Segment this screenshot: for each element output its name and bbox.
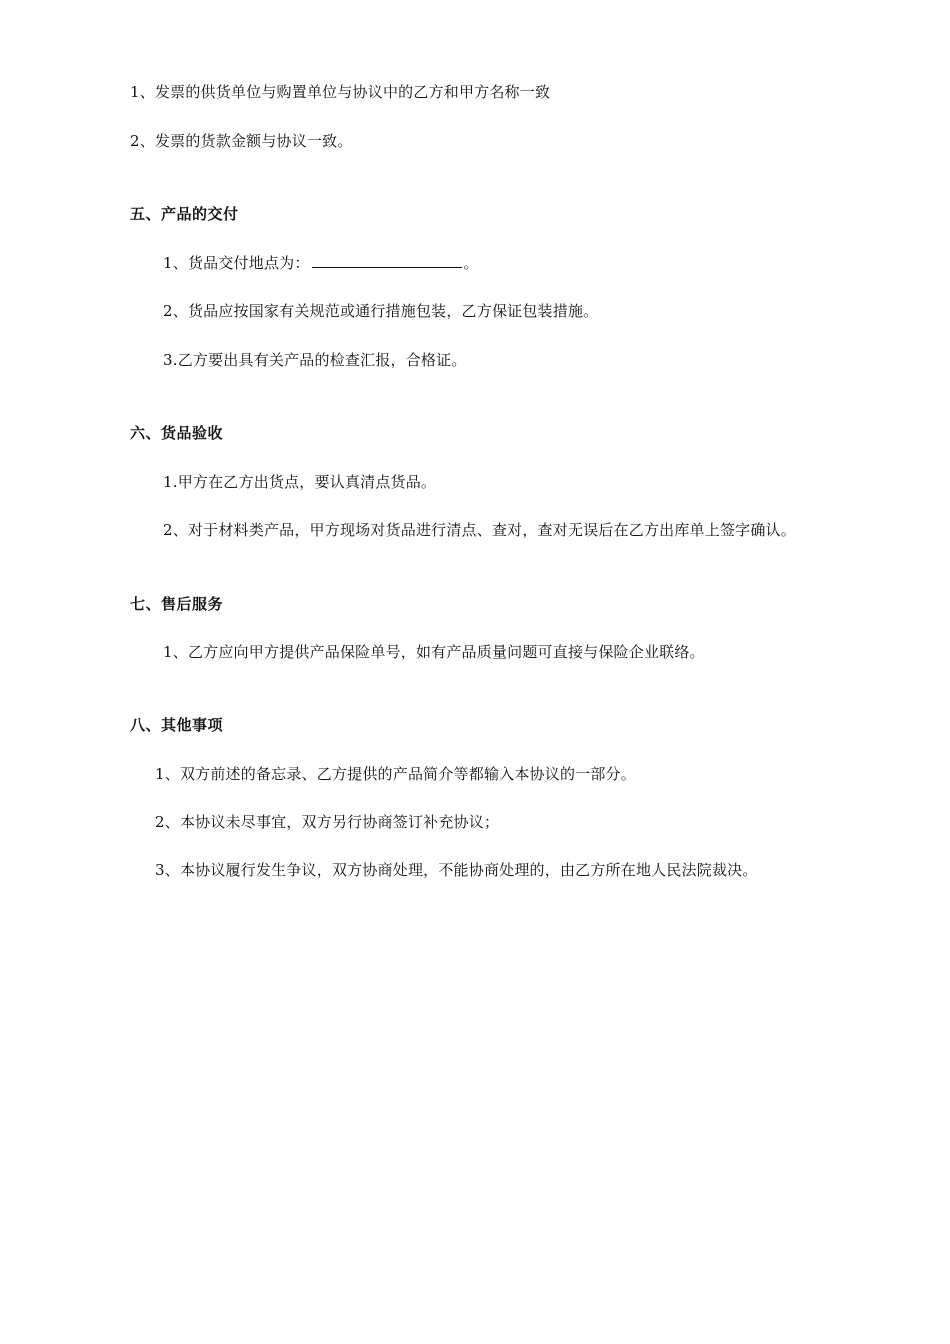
section-heading-delivery: 五、产品的交付 bbox=[130, 205, 239, 223]
section-heading-inspection: 六、货品验收 bbox=[130, 424, 224, 442]
section-heading-other: 八、其他事项 bbox=[130, 716, 224, 734]
after-sales-item-1: 1、乙方应向甲方提供产品保险单号，如有产品质量问题可直接与保险企业联络。 bbox=[163, 643, 705, 661]
delivery-item-2: 2、货品应按国家有关规范或通行措施包装，乙方保证包装措施。 bbox=[163, 302, 599, 320]
invoice-item-1: 1、发票的供货单位与购置单位与协议中的乙方和甲方名称一致 bbox=[130, 83, 551, 101]
other-item-1: 1、双方前述的备忘录、乙方提供的产品简介等都输入本协议的一部分。 bbox=[155, 765, 636, 783]
other-item-2: 2、本协议未尽事宜，双方另行协商签订补充协议； bbox=[155, 813, 500, 831]
delivery-location-blank[interactable] bbox=[312, 253, 462, 268]
section-heading-after-sales: 七、售后服务 bbox=[130, 595, 224, 613]
inspection-item-2: 2、对于材料类产品，甲方现场对货品进行清点、查对，查对无误后在乙方出库单上签字确认。 bbox=[163, 521, 796, 539]
delivery-item-1 bbox=[163, 253, 479, 273]
delivery-item-3: 3.乙方要出具有关产品的检查汇报，合格证。 bbox=[163, 351, 467, 369]
other-item-3: 3、本协议履行发生争议，双方协商处理，不能协商处理的，由乙方所在地人民法院裁决。 bbox=[155, 861, 758, 879]
inspection-item-1: 1.甲方在乙方出货点，要认真清点货品。 bbox=[163, 473, 437, 491]
delivery-item-1-end: 。 bbox=[463, 254, 479, 272]
delivery-item-1-text: 1、货品交付地点为： bbox=[163, 254, 310, 272]
invoice-item-2: 2、发票的货款金额与协议一致。 bbox=[130, 132, 353, 150]
